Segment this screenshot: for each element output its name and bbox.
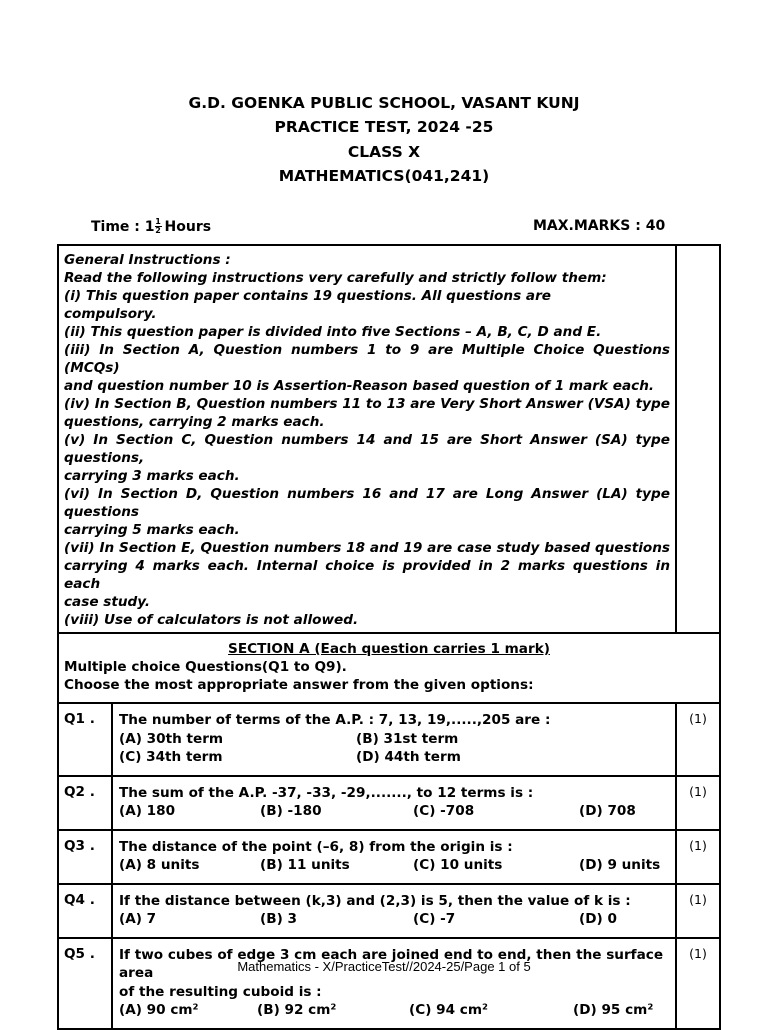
instruction-line: compulsory. (64, 306, 157, 322)
instruction-line: (vii) In Section E, Question numbers 18 and 19 are case study based questions (64, 540, 670, 556)
instructions-row (58, 245, 720, 633)
question-marks: (1) (676, 703, 720, 776)
option: (D) 9 units (579, 857, 661, 873)
option: (B) 3 (260, 911, 297, 927)
option: (C) 94 cm² (409, 1002, 488, 1018)
page-footer: Mathematics - X/PracticeTest//2024-25/Page 1 of 5 (237, 959, 531, 974)
option: (D) 708 (579, 803, 636, 819)
option: (B) 92 cm² (257, 1002, 337, 1018)
instruction-line: (i) This question paper contains 19 questions. All questions are (64, 288, 551, 304)
question-number: Q2 . (58, 776, 112, 830)
instruction-line: case study. (64, 594, 151, 610)
time-unit: Hours (164, 218, 212, 235)
question-row (58, 830, 720, 884)
instruction-line: carrying 5 marks each. (64, 522, 240, 538)
max-marks: MAX.MARKS : 40 (533, 218, 666, 234)
question-body (112, 884, 676, 938)
option: (D) 95 cm² (573, 1002, 654, 1018)
question-marks: (1) (676, 776, 720, 830)
options-row (119, 856, 670, 875)
section-a-line: Multiple choice Questions(Q1 to Q9). (64, 659, 347, 675)
question-body (112, 938, 676, 1029)
time-fraction (155, 218, 162, 235)
option: (A) 180 (119, 803, 176, 819)
instruction-line: (viii) Use of calculators is not allowed. (64, 612, 359, 628)
instruction-line: (iii) In Section A, Question numbers 1 to 9 are Multiple Choice Questions (MCQs) (64, 342, 670, 376)
option: (A) 7 (119, 911, 157, 927)
question-body (112, 776, 676, 830)
options-row (119, 1001, 670, 1020)
section-a-header (58, 633, 720, 703)
option: (A) 90 cm² (119, 1002, 199, 1018)
question-number: Q1 . (58, 703, 112, 776)
question-row (58, 884, 720, 938)
option: (C) -708 (413, 803, 475, 819)
instruction-line: (vi) In Section D, Question numbers 16 and 17 are Long Answer (LA) type questions (64, 486, 670, 520)
general-instructions (58, 245, 676, 633)
instruction-line: carrying 4 marks each. Internal choice is provided in 2 marks questions in each (64, 558, 670, 592)
question-number: Q3 . (58, 830, 112, 884)
instruction-line: carrying 3 marks each. (64, 468, 240, 484)
options-row (119, 748, 670, 767)
option: (D) 0 (579, 911, 617, 927)
question-text: If two cubes of edge 3 cm each are joined end to end, then the surface area (119, 946, 664, 981)
options-row (119, 730, 670, 749)
question-text: of the resulting cuboid is : (119, 983, 322, 1000)
option: (C) -7 (413, 911, 456, 927)
question-text: If the distance between (k,3) and (2,3) is 5, then the value of k is : (119, 892, 631, 909)
option: (D) 44th term (356, 749, 461, 765)
test-title: PRACTICE TEST, 2024 -25 (274, 118, 494, 136)
option: (B) -180 (260, 803, 322, 819)
instruction-line: General Instructions : (64, 252, 231, 268)
instruction-line: Read the following instructions very carefully and strictly follow them: (64, 270, 607, 286)
instruction-line: (v) In Section C, Question numbers 14 and 15 are Short Answer (SA) type questions, (64, 432, 670, 466)
question-body (112, 703, 676, 776)
question-marks: (1) (676, 884, 720, 938)
question-row (58, 776, 720, 830)
option: (A) 30th term (119, 730, 224, 747)
section-a-line: Choose the most appropriate answer from the given options: (64, 677, 534, 693)
question-row (58, 938, 720, 1029)
section-a-title: SECTION A (Each question carries 1 mark) (228, 641, 550, 657)
fraction-denominator: 2 (155, 226, 161, 235)
question-paper-table (57, 244, 721, 1030)
instruction-line: questions, carrying 2 marks each. (64, 414, 325, 430)
subject-label: MATHEMATICS(041,241) (278, 167, 490, 185)
options-row (119, 802, 670, 821)
option: (C) 10 units (413, 857, 503, 873)
option: (C) 34th term (119, 749, 223, 765)
question-body (112, 830, 676, 884)
section-a-row (58, 633, 720, 703)
instruction-line: (iv) In Section B, Question numbers 11 to 13 are Very Short Answer (VSA) type (64, 396, 670, 412)
option: (B) 31st term (356, 730, 459, 747)
options-row (119, 910, 670, 929)
question-text: The number of terms of the A.P. : 7, 13, 19,.....,205 are : (119, 712, 551, 728)
class-label: CLASS X (347, 143, 421, 161)
time-label: Time : 1 (91, 218, 155, 235)
question-marks: (1) (676, 938, 720, 1029)
question-text: The distance of the point (–6, 8) from the origin is : (119, 838, 513, 855)
question-text: The sum of the A.P. -37, -33, -29,......., to 12 terms is : (119, 784, 534, 801)
question-number: Q5 . (58, 938, 112, 1029)
time-allowed (91, 218, 211, 235)
option: (A) 8 units (119, 857, 200, 873)
question-row (58, 703, 720, 776)
instruction-line: and question number 10 is Assertion-Reason based question of 1 mark each. (64, 378, 655, 394)
instructions-marks-cell (676, 245, 720, 633)
fraction-numerator: 1 (155, 217, 161, 226)
question-number: Q4 . (58, 884, 112, 938)
option: (B) 11 units (260, 857, 350, 873)
question-marks: (1) (676, 830, 720, 884)
school-name: G.D. GOENKA PUBLIC SCHOOL, VASANT KUNJ (188, 94, 580, 112)
instruction-line: (ii) This question paper is divided into five Sections – A, B, C, D and E. (64, 324, 602, 340)
